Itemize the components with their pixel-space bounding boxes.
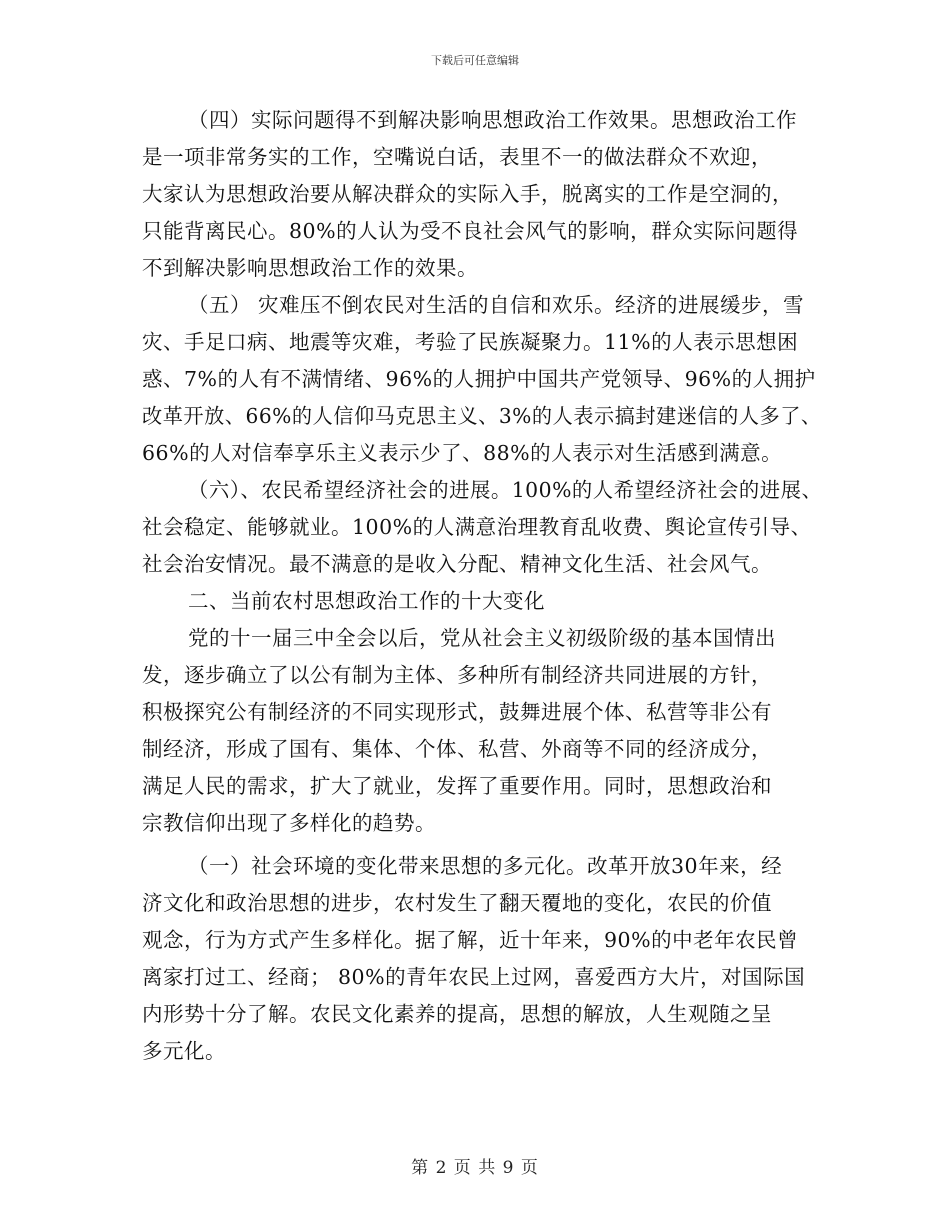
page-header: 下载后可任意编辑 xyxy=(431,54,519,67)
text-line: 内形势十分了解。农民文化素养的提高，思想的解放，人生观随之呈 xyxy=(142,1002,772,1026)
text-line: 离家打过工、经商； 80%的青年农民上过网，喜爱西方大片，对国际国 xyxy=(142,965,806,989)
text-line: （一）社会环境的变化带来思想的多元化。改革开放30年来，经 xyxy=(188,854,783,878)
text-line: 灾、手足口病、地震等灾难，考验了民族凝聚力。11%的人表示思想困 xyxy=(142,330,799,354)
text-line: 制经济，形成了国有、集体、个体、私营、外商等不同的经济成分， xyxy=(142,737,772,761)
text-line: 只能背离民心。80%的人认为受不良社会风气的影响，群众实际问题得 xyxy=(142,219,799,243)
text-line: 积极探究公有制经济的不同实现形式，鼓舞进展个体、私营等非公有 xyxy=(142,700,772,724)
text-line: 多元化。 xyxy=(142,1039,226,1063)
page-footer: 第 2 页 共 9 页 xyxy=(411,1158,539,1178)
text-line: （四）实际问题得不到解决影响思想政治工作效果。思想政治工作 xyxy=(188,108,797,132)
text-line: 宗教信仰出现了多样化的趋势。 xyxy=(142,811,436,835)
text-line: 惑、7%的人有不满情绪、96%的人拥护中国共产党领导、96%的人拥护 xyxy=(142,367,816,391)
section-heading: 二、当前农村思想政治工作的十大变化 xyxy=(188,589,545,613)
text-line: 社会治安情况。最不满意的是收入分配、精神文化生活、社会风气。 xyxy=(142,552,772,576)
text-line: 是一项非常务实的工作，空嘴说白话，表里不一的做法群众不欢迎， xyxy=(142,145,772,169)
text-line: 发，逐步确立了以公有制为主体、多种所有制经济共同进展的方针， xyxy=(142,663,772,687)
text-line: 党的十一届三中全会以后，党从社会主义初级阶级的基本国情出 xyxy=(188,626,776,650)
text-line: 改革开放、66%的人信仰马克思主义、3%的人表示搞封建迷信的人多了、 xyxy=(142,404,822,428)
text-line: 66%的人对信奉享乐主义表示少了、88%的人表示对生活感到满意。 xyxy=(142,441,783,465)
text-line: 不到解决影响思想政治工作的效果。 xyxy=(142,256,478,280)
text-line: 大家认为思想政治要从解决群众的实际入手，脱离实的工作是空洞的， xyxy=(142,182,793,206)
text-line: （五） 灾难压不倒农民对生活的自信和欢乐。经济的进展缓步，雪 xyxy=(188,293,805,317)
text-line: 济文化和政治思想的进步，农村发生了翻天覆地的变化，农民的价值 xyxy=(142,891,772,915)
text-line: （六）、农民希望经济社会的进展。100%的人希望经济社会的进展、 xyxy=(188,478,823,502)
text-line: 社会稳定、能够就业。100%的人满意治理教育乱收费、舆论宣传引导、 xyxy=(142,515,812,539)
text-line: 观念，行为方式产生多样化。据了解，近十年来，90%的中老年农民曾 xyxy=(142,928,799,952)
text-line: 满足人民的需求，扩大了就业，发挥了重要作用。同时，思想政治和 xyxy=(142,774,772,798)
